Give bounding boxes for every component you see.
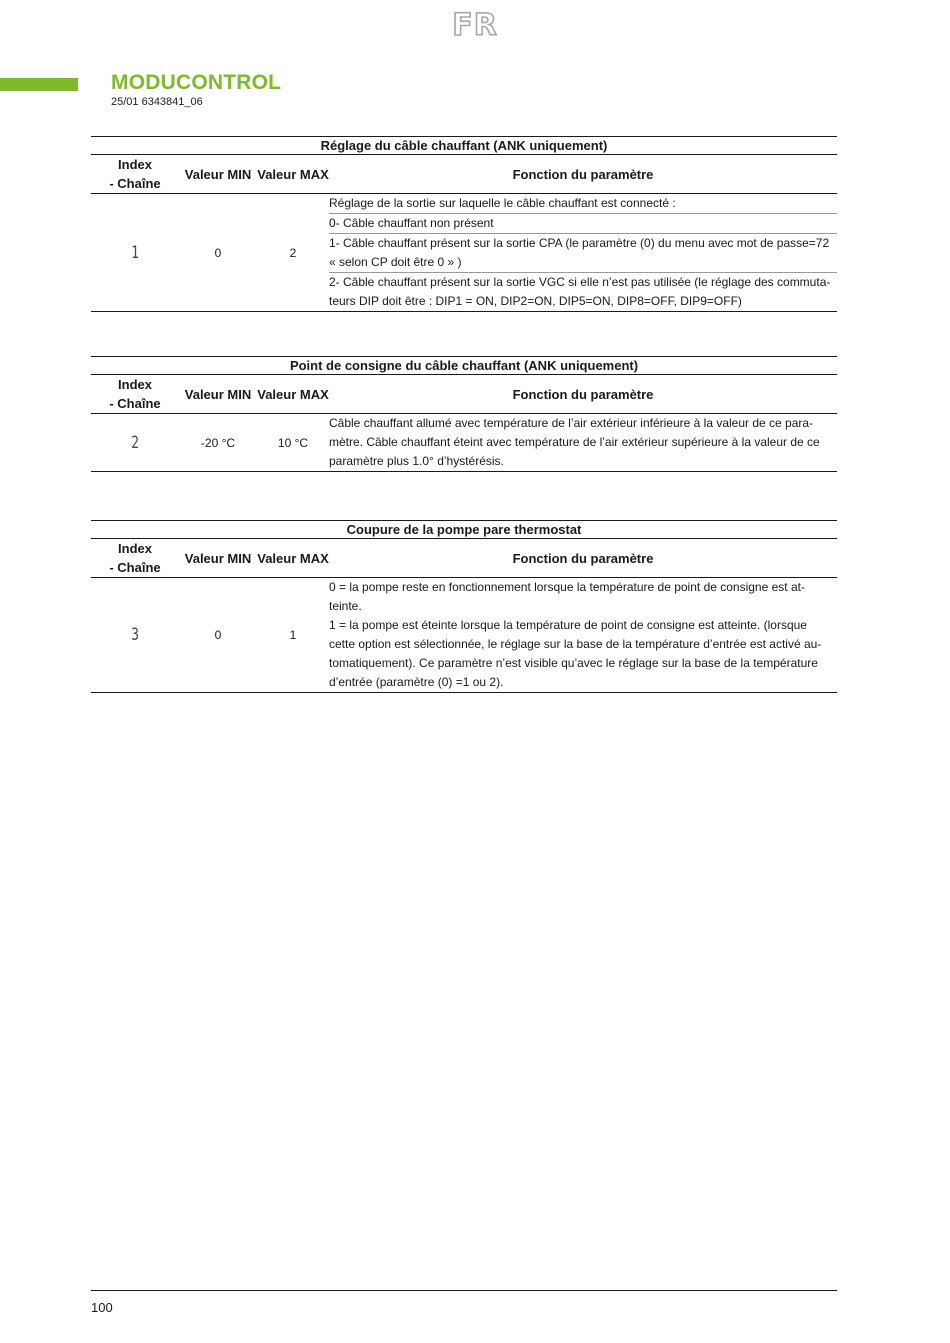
index-cell: [91, 578, 179, 693]
max-value-cell: 10 °C: [257, 414, 329, 472]
brand-title: MODUCONTROL: [111, 71, 282, 94]
max-value-cell: 1: [257, 578, 329, 693]
page-number: 100: [91, 1300, 113, 1315]
parameter-table-2: [91, 356, 837, 472]
min-value-cell: 0: [179, 578, 257, 693]
index-digit: 2: [131, 432, 139, 453]
parameter-table-1: [91, 136, 837, 312]
column-header-max: Valeur MAX: [257, 375, 329, 414]
index-digit: 1: [131, 242, 139, 263]
function-cell: [329, 194, 837, 312]
index-cell: [91, 414, 179, 472]
table-title: Coupure de la pompe pare thermostat: [91, 521, 837, 539]
brand-accent-bar: [0, 78, 78, 91]
table-row: [91, 578, 837, 693]
min-value-cell: -20 °C: [179, 414, 257, 472]
function-line: 0- Câble chauffant non présent: [329, 214, 837, 234]
column-header-min: Valeur MIN: [179, 539, 257, 578]
document-reference: 25/01 6343841_06: [111, 96, 203, 108]
function-line: 1 = la pompe est éteinte lorsque la température de point de consigne est atteinte. (lorsque: [329, 618, 807, 632]
column-header-index: Index - Chaîne: [91, 155, 179, 194]
parameter-table-3: [91, 520, 837, 693]
column-header-min: Valeur MIN: [179, 375, 257, 414]
function-line: tomatiquement). Ce paramètre n’est visible qu’avec le réglage sur la base de la température: [329, 656, 818, 670]
column-header-function: Fonction du paramètre: [329, 375, 837, 414]
index-digit: 3: [131, 625, 139, 645]
function-line: Réglage de la sortie sur laquelle le câble chauffant est connecté :: [329, 194, 837, 214]
function-line: cette option est sélectionnée, le réglage sur la base de la température d’entrée est activé au-: [329, 637, 822, 651]
column-header-index: Index - Chaîne: [91, 375, 179, 414]
column-header-index: Index - Chaîne: [91, 539, 179, 578]
column-header-max: Valeur MAX: [257, 155, 329, 194]
function-line: d’entrée (paramètre (0) =1 ou 2).: [329, 675, 504, 689]
table-row: [91, 194, 837, 312]
footer-divider: [91, 1290, 837, 1291]
column-header-function: Fonction du paramètre: [329, 539, 837, 578]
function-line: 1- Câble chauffant présent sur la sortie CPA (le paramètre (0) du menu avec mot de passe=72: [329, 236, 830, 250]
function-line: Câble chauffant allumé avec température de l’air extérieur inférieure à la valeur de ce para-: [329, 416, 814, 430]
function-line: paramètre plus 1.0° d’hystérésis.: [329, 454, 504, 468]
table-title: Point de consigne du câble chauffant (ANK uniquement): [91, 357, 837, 375]
function-line: teinte.: [329, 599, 362, 613]
table-title: Réglage du câble chauffant (ANK uniquement): [91, 137, 837, 155]
function-line: 0 = la pompe reste en fonctionnement lorsque la température de point de consigne est at-: [329, 580, 805, 594]
column-header-max: Valeur MAX: [257, 539, 329, 578]
column-header-function: Fonction du paramètre: [329, 155, 837, 194]
index-cell: [91, 194, 179, 312]
function-line: 2- Câble chauffant présent sur la sortie VGC si elle n’est pas utilisée (le réglage des commuta-: [329, 275, 831, 289]
function-cell: [329, 578, 837, 693]
table-row: [91, 414, 837, 472]
function-line: teurs DIP doit être : DIP1 = ON, DIP2=ON, DIP5=ON, DIP8=OFF, DIP9=OFF): [329, 294, 742, 308]
column-header-min: Valeur MIN: [179, 155, 257, 194]
max-value-cell: 2: [257, 194, 329, 312]
language-label: FR: [452, 8, 498, 43]
min-value-cell: 0: [179, 194, 257, 312]
function-cell: [329, 414, 837, 472]
function-line: « selon CP doit être 0 » ): [329, 253, 837, 273]
function-line: mètre. Câble chauffant éteint avec température de l’air extérieur supérieure à la valeur de ce: [329, 435, 820, 449]
